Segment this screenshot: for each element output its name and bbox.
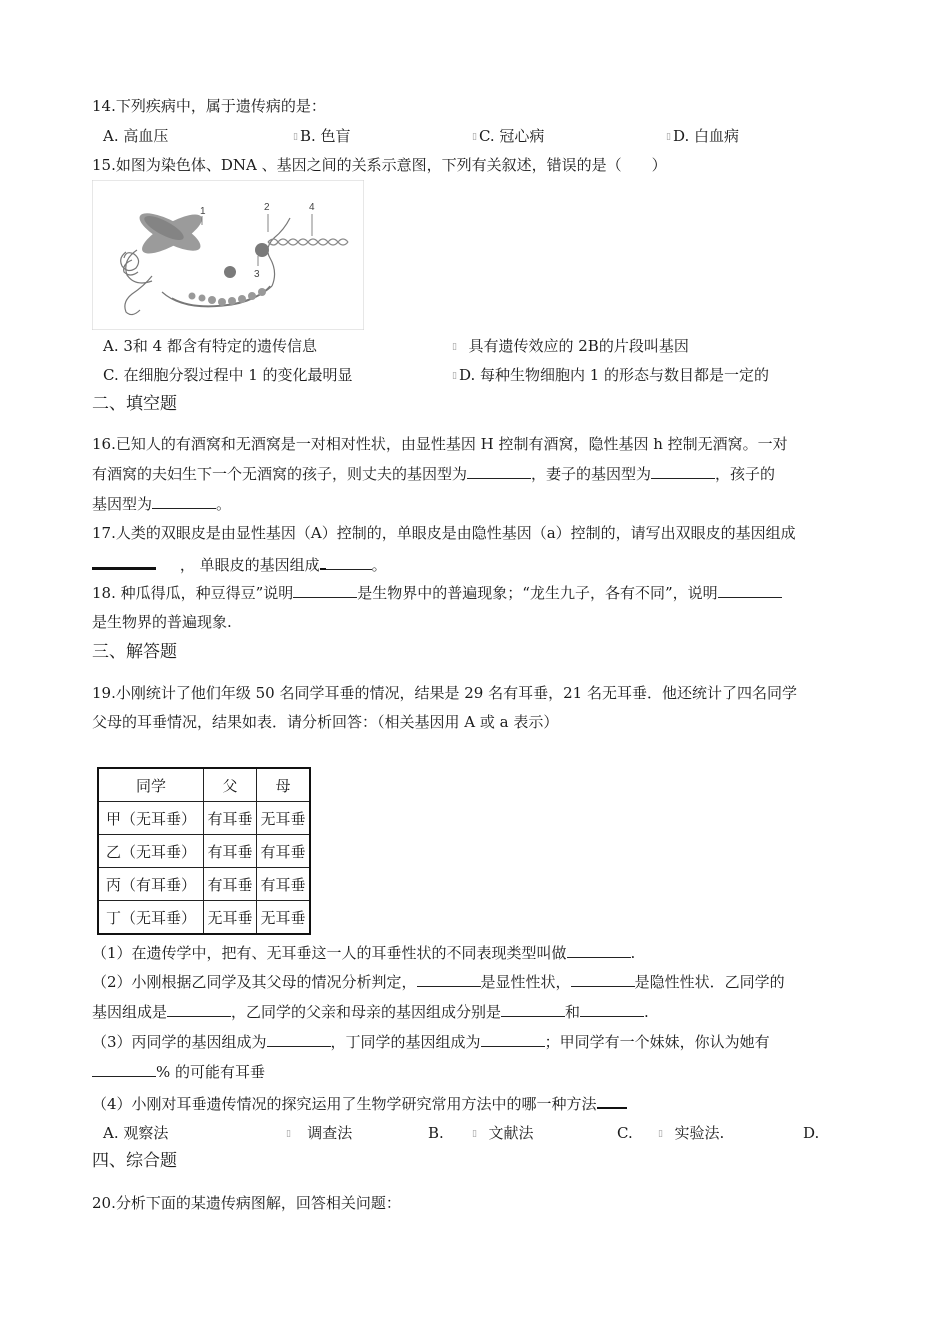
answer-blank[interactable] [481, 1032, 545, 1047]
answer-blank[interactable] [597, 1093, 627, 1109]
q17-line2: ， 单眼皮的基因组成 。 [92, 553, 387, 575]
q15-option-d: ▯ D. 每种生物细胞内 1 的形态与数目都是一定的 [452, 366, 770, 384]
answer-blank[interactable] [152, 494, 216, 509]
q19-part4: （4）小刚对耳垂遗传情况的探究运用了生物学研究常用方法中的哪一种方法 [92, 1093, 627, 1114]
table-row [98, 802, 310, 835]
q19-option-b: B. [428, 1124, 444, 1142]
figure-label-2: 2 [264, 202, 270, 213]
answer-blank[interactable] [326, 555, 372, 570]
chromosome-dna-gene-diagram [92, 180, 364, 330]
answer-blank[interactable] [718, 583, 782, 598]
table-cell: 无耳垂 [257, 802, 311, 835]
table-cell: 甲（无耳垂） [98, 802, 204, 835]
earlobe-table [97, 767, 311, 935]
marker-icon: ▯ [452, 342, 457, 352]
q16-line2: 有酒窝的夫妇生下一个无酒窝的孩子，则丈夫的基因型为 ，妻子的基因型为 ，孩子的 [92, 465, 776, 483]
marker-icon: ▯ [658, 1129, 663, 1139]
q19-option-a: A. 观察法 [103, 1124, 169, 1142]
q19-part2-line1: （2）小刚根据乙同学及其父母的情况分析判定， 是显性性状， 是隐性性状．乙同学的 [92, 973, 785, 991]
q14-option-d: ▯ D. 白血病 [666, 127, 739, 145]
answer-blank[interactable] [501, 1002, 565, 1017]
marker-icon: ▯ [286, 1129, 291, 1139]
q19-line2: 父母的耳垂情况，结果如表．请分析回答：（相关基因用 A 或 a 表示） [92, 713, 559, 731]
q19-part1: （1）在遗传学中，把有、无耳垂这一人的耳垂性状的不同表现类型叫做 . [92, 944, 636, 962]
answer-blank[interactable] [267, 1032, 331, 1047]
table-row [98, 901, 310, 935]
answer-blank[interactable] [567, 943, 631, 958]
q19-option-c: C. [617, 1124, 633, 1142]
q14-stem: 14.下列疾病中，属于遗传病的是： [92, 97, 326, 115]
marker-icon: ▯ [472, 1129, 477, 1139]
table-cell: 无耳垂 [257, 901, 311, 935]
table-cell: 有耳垂 [204, 835, 257, 868]
section-title-comprehensive: 四、综合题 [92, 1151, 177, 1171]
table-row [98, 868, 310, 901]
table-cell: 丁（无耳垂） [98, 901, 204, 935]
section-title-answer: 三、解答题 [92, 642, 177, 662]
table-row [98, 835, 310, 868]
table-cell: 有耳垂 [204, 802, 257, 835]
q16-line3: 基因型为 。 [92, 495, 232, 513]
q14-option-a: A. 高血压 [103, 127, 169, 145]
section-title-fill-in: 二、填空题 [92, 394, 177, 414]
figure-label-4: 4 [309, 202, 315, 213]
q16-line1: 16.已知人的有酒窝和无酒窝是一对相对性状，由显性基因 H 控制有酒窝，隐性基因 h 控制无酒窝。一对 [92, 435, 788, 453]
q15-stem: 15.如图为染色体、DNA 、基因之间的关系示意图，下列有关叙述，错误的是（ ） [92, 156, 667, 174]
q15-option-b: ▯ 具有遗传效应的 2B的片段叫基因 [452, 337, 689, 355]
table-cell: 有耳垂 [204, 868, 257, 901]
table-cell: 丙（有耳垂） [98, 868, 204, 901]
q15-option-c: C. 在细胞分裂过程中 1 的变化最明显 [103, 366, 353, 384]
dna-cluster [255, 243, 269, 257]
marker-icon: ▯ [293, 132, 298, 142]
table-header-cell: 父 [204, 768, 257, 802]
q19-part3-line1: （3）丙同学的基因组成为 ，丁同学的基因组成为 ；甲同学有一个妹妹，你认为她有 [92, 1033, 770, 1051]
q19-option-item: ▯ 调查法 [286, 1124, 353, 1142]
table-cell: 有耳垂 [257, 868, 311, 901]
table-cell: 有耳垂 [257, 835, 311, 868]
q15-option-a: A. 3和 4 都含有特定的遗传信息 [103, 337, 317, 355]
q19-option-d: D. [803, 1124, 820, 1142]
table-header-row [98, 768, 310, 802]
answer-blank[interactable] [571, 972, 635, 987]
answer-blank[interactable] [167, 1002, 231, 1017]
marker-icon: ▯ [452, 371, 457, 381]
marker-icon: ▯ [666, 132, 671, 142]
q19-line1: 19.小刚统计了他们年级 50 名同学耳垂的情况，结果是 29 名有耳垂，21 名无耳垂．他还统计了四名同学 [92, 684, 797, 702]
q18-line2: 是生物界的普遍现象. [92, 613, 232, 631]
answer-blank[interactable] [651, 464, 715, 479]
table-cell: 乙（无耳垂） [98, 835, 204, 868]
marker-icon: ▯ [472, 132, 477, 142]
answer-blank[interactable] [417, 972, 481, 987]
table-header-cell: 母 [257, 768, 311, 802]
q20-stem: 20.分析下面的某遗传病图解，回答相关问题： [92, 1194, 401, 1212]
q18-line1: 18. 种瓜得瓜，种豆得豆”说明 是生物界中的普遍现象；“龙生九子，各有不同”，说明 [92, 583, 782, 603]
answer-blank[interactable] [293, 583, 357, 598]
answer-blank[interactable] [467, 464, 531, 479]
q19-option-item: ▯ 文献法 [472, 1124, 534, 1142]
table-header-cell: 同学 [98, 768, 204, 802]
answer-blank[interactable] [92, 553, 156, 570]
q19-part2-line2: 基因组成是 ，乙同学的父亲和母亲的基因组成分别是 和 . [92, 1003, 649, 1021]
figure-label-3: 3 [254, 269, 260, 280]
figure-label-1: 1 [200, 206, 206, 217]
q17-line1: 17.人类的双眼皮是由显性基因（A）控制的，单眼皮是由隐性基因（a）控制的，请写出双眼皮的基因组成 [92, 524, 796, 542]
table-cell: 无耳垂 [204, 901, 257, 935]
answer-blank[interactable] [580, 1002, 644, 1017]
answer-blank[interactable] [92, 1062, 156, 1077]
q14-option-c: ▯ C. 冠心病 [472, 127, 545, 145]
q19-option-item: ▯ 实验法. [658, 1124, 725, 1142]
q14-option-b: ▯ B. 色盲 [293, 127, 351, 145]
dna-cluster [224, 266, 236, 278]
q19-part3-line2: % 的可能有耳垂 [92, 1062, 265, 1082]
